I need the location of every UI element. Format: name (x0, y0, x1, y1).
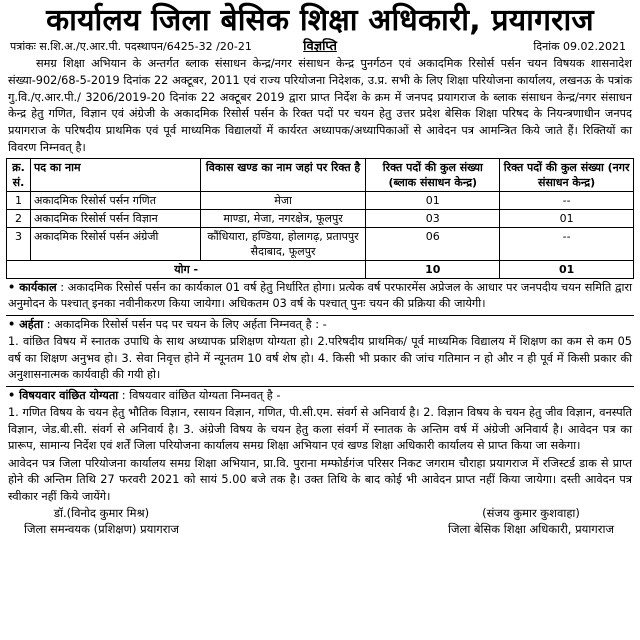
subject-section (8, 388, 632, 405)
notice-date: दिनांक 09.02.2021 (533, 40, 626, 53)
reference-row (6, 38, 634, 56)
cell-block: कौंधियारा, हण्डिया, होलागढ़, प्रतापपुर सैदाबाद, फूलपुर (200, 227, 366, 260)
intro-paragraph: समग्र शिक्षा अभियान के अन्तर्गत ब्लाक संसाधन केन्द्र/नगर संसाधन केन्द्र पुनर्गठन एवं अकादमिक रिसोर्स पर्सन चयन विषयक शासनादेश संख्या-902/68-5-2019 दिनांक 22 अक्टूबर, 2011 एवं राज्य परियोजना निदेशक, उ.प्र. सभी के लिए शिक्षा परियोजना कार्यालय, लखनऊ के पत्रांक गु.वि./ए.आर.पी./ 3206/2019-20 दिनांक 22 अक्टूबर 2019 द्वारा प्राप्त निर्देश के क्रम में जनपद प्रयागराज के ब्लाक संसाधन केन्द्र/नगर संसाधन केन्द्र हेतु गणित, विज्ञान एवं अंग्रेजी के अकादमिक रिसोर्स पर्सन के रिक्त पदों पर चयन हेतु उत्तर प्रदेश बेसिक शिक्षा परिषद के नियन्त्रणाधीन जनपद प्रयागराज के परिषदीय प्राथमिक एवं पूर्व माध्यमिक विद्यालयों में कार्यरत अध्यापक/अध्यापिकाओं से आवेदन पत्र आमन्त्रित किये जाते हैं। रिक्तियों का विवरण निम्नवत् है। (8, 57, 632, 154)
header-block: विकास खण्ड का नाम जहां पर रिक्त है (200, 158, 366, 191)
notice-heading: विज्ञप्ति (303, 39, 337, 54)
header-serial: क्र. सं. (7, 158, 31, 191)
table-header-row (7, 158, 634, 191)
cell-brc: 03 (366, 209, 500, 227)
left-signatory-name: डॉ.(विनोद कुमार मिश्र) (53, 506, 150, 521)
eligibility-intro: : अकादमिक रिसोर्स पर्सन पद पर चयन के लिए अर्हता निम्नवत् है : - (46, 317, 327, 331)
tenure-heading: • कार्यकाल (8, 280, 57, 294)
table-row (7, 191, 634, 209)
total-label: योग - (7, 260, 366, 278)
header-nrc: रिक्त पदों की कुल संख्या (नगर संसाधन केन्द्र) (500, 158, 634, 191)
cell-nrc: -- (500, 191, 634, 209)
cell-block: मेजा (200, 191, 366, 209)
right-signatory-name: (संजय कुमार कुशवाहा) (482, 506, 580, 521)
cell-post: अकादमिक रिसोर्स पर्सन गणित (30, 191, 200, 209)
table-total-row (7, 260, 634, 278)
cell-post: अकादमिक रिसोर्स पर्सन विज्ञान (30, 209, 200, 227)
left-signatory (24, 505, 179, 537)
table-row (7, 227, 634, 260)
header-post: पद का नाम (30, 158, 200, 191)
header-brc: रिक्त पदों की कुल संख्या (ब्लाक संसाधन केन्द्र) (366, 158, 500, 191)
total-nrc: 01 (500, 260, 634, 278)
eligibility-points: 1. वांछित विषय में स्नातक उपाधि के साथ अध्यापक प्रशिक्षण योग्यता हो। 2.परिषदीय प्राथमिक/ पूर्व माध्यमिक विद्यालय में शिक्षण का कम से कम 05 वर्ष का शिक्षण अनुभव हो। 3. सेवा निवृत्त होने में न्यूनतम 10 वर्ष शेष हो। 4. किसी भी प्रकार की जांच गतिमान न हो और न ही पूर्व में किसी प्रकार की अनुशासनात्मक कार्यवाही की गयी हो। (8, 335, 632, 382)
table-row (7, 209, 634, 227)
eligibility-section (8, 317, 632, 334)
subject-points: 1. गणित विषय के चयन हेतु भौतिक विज्ञान, रसायन विज्ञान, गणित, पी.सी.एम. संवर्ग से अनिवार्य है। 2. विज्ञान विषय के चयन हेतु जीव विज्ञान, वनस्पति विज्ञान, जेड.बी.सी. संवर्ग से अनिवार्य है। 3. अंग्रेजी विषय के चयन हेतु कला संवर्ग में स्नातक के अन्तिम वर्ष में अंग्रेजी अनिवार्य है। आवेदन पत्र का प्रारूप, सामान्य निर्देश एवं शर्तें जिला परियोजना कार्यालय समग्र शिक्षा अभियान एवं खण्ड शिक्षा अधिकारी कार्यालय से प्राप्त किया जा सकेगा। (8, 406, 632, 453)
total-brc: 10 (366, 260, 500, 278)
cell-post: अकादमिक रिसोर्स पर्सन अंग्रेजी (30, 227, 200, 260)
tenure-section (8, 280, 632, 313)
cell-nrc: 01 (500, 209, 634, 227)
signature-block (6, 505, 634, 539)
eligibility-heading: • अर्हता (8, 317, 44, 331)
cell-brc: 06 (366, 227, 500, 260)
tenure-text: : अकादमिक रिसोर्स पर्सन का कार्यकाल 01 वर्ष हेतु निर्धारित होगा। प्रत्येक वर्ष परफारमेंस अप्रेजल के आधार पर जनपदीय चयन समिति द्वारा अनुमोदन के पश्चात् इनका नवीनीकरण किया जायेगा। अधिकतम 03 वर्ष के पश्चात् पुनः चयन की प्रक्रिया की जायेगी। (8, 280, 632, 311)
cell-brc: 01 (366, 191, 500, 209)
left-signatory-title: जिला समन्वयक (प्रशिक्षण) प्रयागराज (24, 522, 179, 537)
right-signatory (448, 505, 614, 537)
closing-paragraph: आवेदन पत्र जिला परियोजना कार्यालय समग्र शिक्षा अभियान, प्रा.वि. पुराना मम्फोर्डगंज परिसर निकट जगराम चौराहा प्रयागराज में रजिस्टर्ड डाक से प्राप्त होने की अन्तिम तिथि 27 फरवरी 2021 को सायं 5.00 बजे तक है। उक्त तिथि के बाद कोई भी आवेदन प्राप्त नहीं किया जायेगा। दस्ती आवेदन पत्र स्वीकार नहीं किये जायेंगे। (8, 456, 632, 503)
cell-block: माण्डा, मेजा, नगरक्षेत्र, फूलपुर (200, 209, 366, 227)
office-title: कार्यालय जिला बेसिक शिक्षा अधिकारी, प्रयागराज (46, 3, 594, 38)
cell-nrc: -- (500, 227, 634, 260)
cell-serial: 1 (7, 191, 31, 209)
subject-heading: • विषयवार वांछित योग्यता (8, 388, 119, 402)
cell-serial: 2 (7, 209, 31, 227)
right-signatory-title: जिला बेसिक शिक्षा अधिकारी, प्रयागराज (448, 522, 614, 537)
vacancy-table (6, 158, 634, 279)
reference-number: पत्रांकः स.शि.अ./ए.आर.पी. पदस्थापन/6425-32 /20-21 (10, 40, 252, 53)
subject-intro: : विषयवार वांछित योग्यता निम्नवत् है - (121, 388, 281, 402)
cell-serial: 3 (7, 227, 31, 260)
